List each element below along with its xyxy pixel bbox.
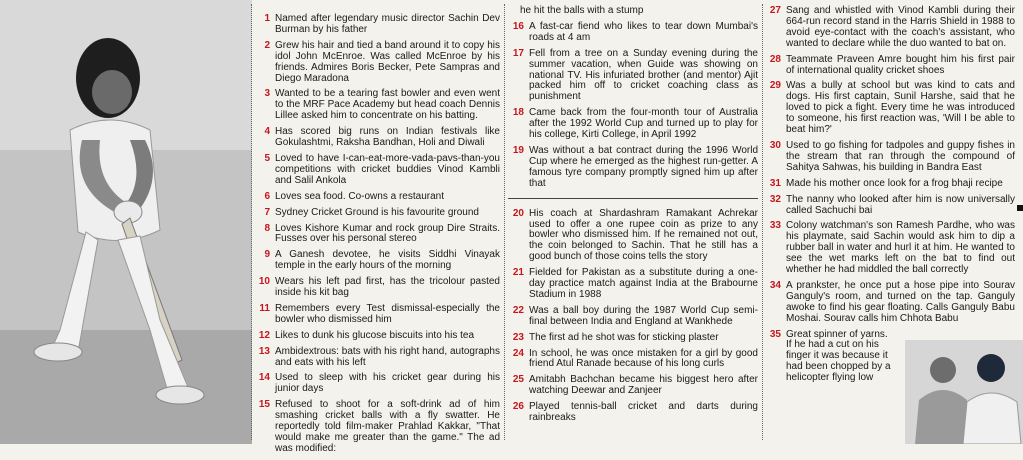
fact-text: Used to go fishing for tadpoles and guppy fishes in the stream that ran through the compound of Sahitya Sahwas, his building in Bandra East — [786, 139, 1015, 173]
fact-item — [765, 6, 1015, 50]
fact-text: Made his mother once look for a frog bhaji recipe — [786, 177, 1003, 189]
fact-text: Was a bully at school but was kind to cats and dogs. His first captain, Sunil Harshe, said that he loved to pick a fight. Every time he was introduced to someone, his first reaction was, 'Will I be able to beat him?' — [786, 80, 1015, 136]
fact-text: A fast-car fiend who likes to tear down Mumbai's roads at 4 am — [529, 20, 758, 43]
fact-item — [765, 281, 1015, 325]
fact-item — [765, 141, 1015, 174]
fact-item — [254, 400, 500, 455]
fact-text: Remembers every Test dismissal-especially the bowler who dismissed him — [275, 302, 500, 325]
fact-item — [508, 268, 758, 301]
fact-item — [254, 192, 500, 203]
fact-text: The first ad he shot was for sticking plaster — [529, 331, 719, 343]
fact-text: Loved to have I-can-eat-more-vada-pavs-than-you competitions with cricket buddies Vinod Kambli and Salil Ankola — [275, 152, 500, 186]
fact-number: 24 — [512, 347, 524, 359]
fact-number: 34 — [769, 279, 781, 291]
section-rule — [508, 198, 758, 199]
fact-item — [508, 333, 758, 344]
fact-text: Amitabh Bachchan became his biggest hero after watching Deewar and Zanjeer — [529, 374, 758, 397]
fact-text: His coach at Shardashram Ramakant Achrekar used to offer a one rupee coin as prize to any bowler who dismissed him. If he remained not out, the coin belonged to Sachin. That he still has a good bunch of those coins tells the story — [529, 207, 758, 263]
fact-item — [254, 347, 500, 369]
fact-item — [508, 22, 758, 44]
fact-number: 7 — [264, 206, 270, 218]
fact-item — [254, 89, 500, 122]
fact-number: 18 — [512, 107, 524, 119]
fact-text: Fielded for Pakistan as a substitute during a one-day practice match against India at the Brabourne Stadium in 1988 — [529, 267, 758, 300]
fact-item — [765, 81, 1015, 136]
fact-number: 10 — [258, 276, 270, 288]
fact-number: 5 — [264, 152, 270, 164]
fact-number: 17 — [512, 47, 524, 59]
facts-column-2 — [508, 6, 758, 429]
fact-text: Teammate Praveen Amre bought him his first pair of international quality cricket shoes — [786, 53, 1015, 76]
fact-text: Sydney Cricket Ground is his favourite ground — [275, 206, 479, 218]
fact-text: Loves sea food. Co-owns a restaurant — [275, 190, 444, 202]
fact-text: Wanted to be a tearing fast bowler and even went to the MRF Pace Academy but head coach Dennis Lillee asked him to concentrate on his batting. — [275, 88, 500, 122]
fact-number: 6 — [264, 190, 270, 202]
fact-text: Was a ball boy during the 1987 World Cup semi-final between India and England at Wankhede — [529, 304, 758, 327]
fact-text: Wears his left pad first, has the tricolour pasted inside his kit bag — [275, 276, 500, 299]
facts-column-3 — [765, 6, 1015, 389]
fact-number: 21 — [512, 267, 524, 279]
fact-number: 30 — [769, 139, 781, 151]
fact-item — [254, 208, 500, 219]
fact-number: 1 — [264, 13, 270, 24]
fact-item — [254, 373, 500, 395]
fact-text: In school, he was once mistaken for a girl by good friend Atul Ranade because of his long curls — [529, 347, 758, 370]
fact-item — [508, 306, 758, 328]
fact-item — [254, 41, 500, 85]
fact-number: 12 — [258, 329, 270, 341]
fact-number: 31 — [769, 177, 781, 189]
fact-item — [765, 221, 1015, 276]
fact-number: 29 — [769, 80, 781, 92]
fact-number: 28 — [769, 53, 781, 65]
fact-item — [508, 49, 758, 104]
fact-number: 2 — [264, 39, 270, 51]
fact-item — [254, 154, 500, 187]
fact-text: A prankster, he once put a hose pipe into Sourav Ganguly's room, and turned on the tap. Ganguly awoke to find his gear floating. Calls Ganguly Babu Moshai. Sourav calls him Chhota Babu — [786, 279, 1015, 324]
fact-text: Has scored big runs on Indian festivals like Gokulashtmi, Raksha Bandhan, Holi and Diwali — [275, 126, 500, 149]
fact-number: 4 — [264, 126, 270, 138]
fact-item — [765, 55, 1015, 77]
fact-text: Loves Kishore Kumar and rock group Dire Straits. Fusses over his personal stereo — [275, 222, 500, 245]
fact-number: 35 — [769, 328, 781, 340]
fact-text: Came back from the four-month tour of Australia after the 1992 World Cup and turned up to play for his college, Kirti College, in April 1992 — [529, 107, 758, 141]
fact-continuation: he hit the balls with a stump — [520, 5, 644, 16]
fact-item — [508, 402, 758, 424]
fact-text: Refused to shoot for a soft-drink ad of him smashing cricket balls with a fly swatter. He reportedly told film-maker Prahlad Kakkar, "That would make me greater than the game." The ad was modified: — [275, 399, 500, 454]
fact-number: 16 — [512, 20, 524, 32]
fact-text: Great spinner of yarns. If he had a cut on his finger it was because it had been chopped by a helicopter flying low — [786, 328, 891, 384]
photo-young-batsman — [0, 0, 252, 444]
fact-text: Colony watchman's son Ramesh Pardhe, who was his playmate, said Sachin would ask him to dip a rubber ball in water and hurl it at him. He wanted to see the wet marks left on the bat to find out whether he had middled the ball correctly — [786, 220, 1015, 276]
fact-text: Sang and whistled with Vinod Kambli during their 664-run record stand in the Harris Shield in 1988 to avoid eye-contact with the coach's assistant, who wanted to declare while the duo wanted to bat on. — [786, 5, 1015, 49]
fact-item — [254, 331, 500, 342]
fact-text: Used to sleep with his cricket gear during his junior days — [275, 372, 500, 395]
column-divider — [762, 4, 763, 440]
fact-item — [508, 349, 758, 371]
fact-item — [508, 375, 758, 397]
fact-number: 14 — [258, 372, 270, 384]
fact-text: Named after legendary music director Sachin Dev Burman by his father — [275, 13, 500, 35]
fact-item — [254, 304, 500, 326]
column-divider — [251, 4, 252, 440]
fact-text: Likes to dunk his glucose biscuits into his tea — [275, 329, 474, 341]
fact-text: A Ganesh devotee, he visits Siddhi Vinayak temple in the early hours of the morning — [275, 249, 500, 272]
facts-column-1 — [254, 14, 500, 460]
fact-number: 26 — [512, 401, 524, 413]
fact-number: 25 — [512, 374, 524, 386]
fact-text: Grew his hair and tied a band around it to copy his idol John McEnroe. Was called McEnroe by his friends. Admires Boris Becker, Pete Sampras and Diego Maradona — [275, 39, 500, 84]
fact-number: 3 — [264, 88, 270, 100]
fact-number: 8 — [264, 222, 270, 234]
fact-number: 13 — [258, 345, 270, 357]
fact-item — [765, 195, 1015, 217]
fact-item — [508, 108, 758, 141]
fact-item — [254, 277, 500, 299]
fact-number: 22 — [512, 304, 524, 316]
fact-number: 19 — [512, 144, 524, 156]
fact-item — [254, 127, 500, 149]
fact-item — [508, 209, 758, 264]
fact-number: 23 — [512, 331, 524, 343]
fact-number: 32 — [769, 193, 781, 205]
photo-ganguly-sachin — [905, 340, 1023, 444]
fact-text: Ambidextrous: bats with his right hand, autographs and eats with his left — [275, 345, 500, 368]
fact-number: 20 — [512, 207, 524, 219]
fact-item — [765, 179, 1015, 190]
column-divider — [504, 4, 505, 440]
fact-number: 27 — [769, 5, 781, 16]
fact-text: Played tennis-ball cricket and darts during rainbreaks — [529, 401, 758, 424]
fact-text: Fell from a tree on a Sunday evening during the summer vacation, when Guide was showing on national TV. His infuriated brother (and mentor) Ajit packed him off to cricket coaching class as punishment — [529, 47, 758, 103]
fact-text: Was without a bat contract during the 1996 World Cup where he emerged as the highest run-getter. A famous tyre company promptly signed him up after that — [529, 144, 758, 189]
fact-item — [508, 146, 758, 190]
fact-item — [254, 250, 500, 272]
fact-number: 11 — [259, 302, 270, 314]
fact-text: The nanny who looked after him is now universally called Sachuchi bai — [786, 193, 1015, 216]
fact-number: 9 — [264, 249, 270, 261]
fact-number: 33 — [769, 220, 781, 232]
fact-item — [254, 14, 500, 36]
page-edge-marker — [1017, 205, 1023, 211]
fact-number: 15 — [258, 399, 270, 411]
fact-item — [254, 224, 500, 246]
